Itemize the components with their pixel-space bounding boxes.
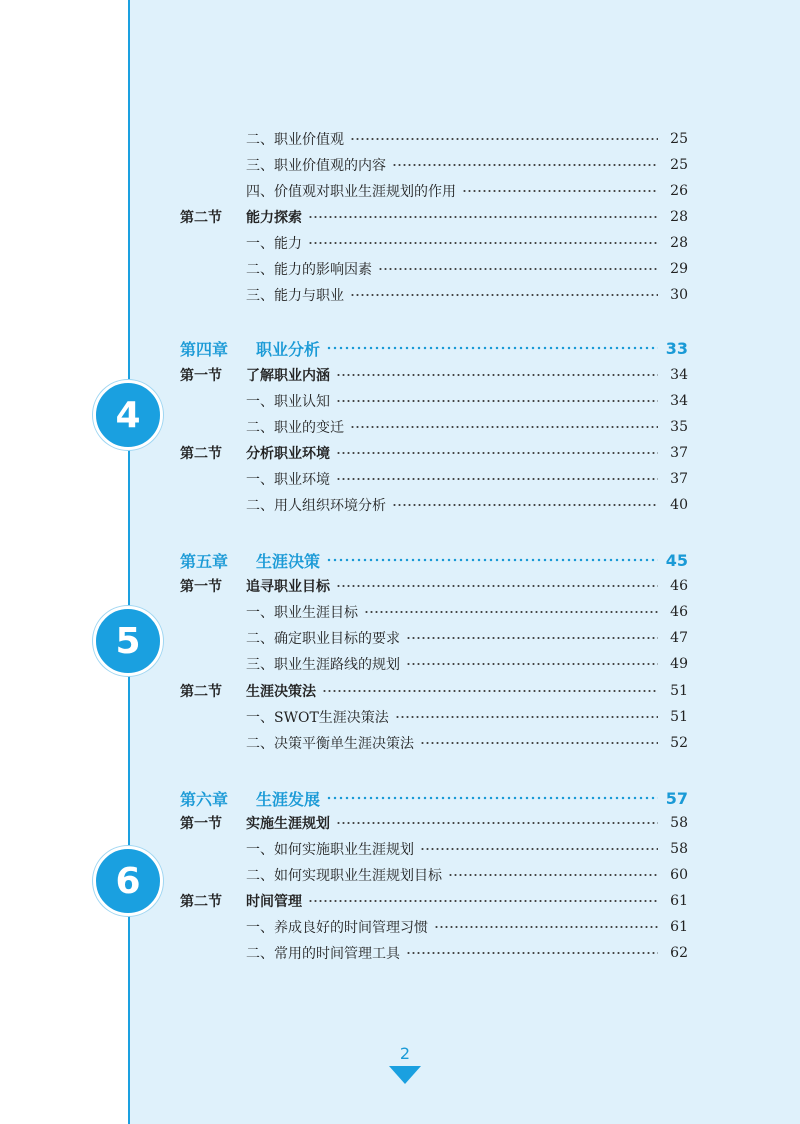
page-ref: 51 xyxy=(670,709,688,725)
subsection-title: 三、职业生涯路线的规划 xyxy=(246,657,400,673)
subsection-title: 三、能力与职业 xyxy=(246,288,344,304)
dot-leader xyxy=(406,946,658,960)
subsection-title: 二、确定职业目标的要求 xyxy=(246,631,400,647)
toc-subsection-entry[interactable] xyxy=(246,282,688,308)
toc-section-entry[interactable] xyxy=(180,810,688,836)
page-ref: 45 xyxy=(665,550,688,570)
dot-leader xyxy=(420,842,658,856)
dot-leader xyxy=(336,394,658,408)
page-ref: 47 xyxy=(670,630,688,646)
dot-leader xyxy=(336,579,658,593)
chapter-number: 第六章 xyxy=(180,789,229,809)
section-title: 时间管理 xyxy=(246,894,302,910)
down-arrow-icon xyxy=(389,1066,421,1084)
toc-subsection-entry[interactable] xyxy=(246,466,688,492)
dot-leader xyxy=(378,262,658,276)
toc-subsection-entry[interactable] xyxy=(246,178,688,204)
dot-leader xyxy=(434,920,658,934)
toc-chapter-entry[interactable] xyxy=(180,783,688,813)
page-ref: 60 xyxy=(670,867,688,883)
dot-leader xyxy=(350,132,658,146)
toc-subsection-entry[interactable] xyxy=(246,651,688,677)
dot-leader xyxy=(308,236,658,250)
page-ref: 58 xyxy=(670,815,688,831)
page-ref: 28 xyxy=(670,235,688,251)
dot-leader xyxy=(308,894,658,908)
subsection-title: 一、职业生涯目标 xyxy=(246,605,358,621)
page-ref: 34 xyxy=(670,393,688,409)
page-ref: 33 xyxy=(665,338,688,358)
toc-subsection-entry[interactable] xyxy=(246,914,688,940)
chapter-title: 生涯发展 xyxy=(256,789,321,809)
page-ref: 40 xyxy=(670,497,688,513)
toc-subsection-entry[interactable] xyxy=(246,230,688,256)
subsection-title: 一、职业环境 xyxy=(246,472,330,488)
section-number: 第二节 xyxy=(180,210,222,226)
section-number: 第一节 xyxy=(180,579,222,595)
toc-subsection-entry[interactable] xyxy=(246,152,688,178)
section-title: 能力探索 xyxy=(246,210,302,226)
subsection-title: 二、职业价值观 xyxy=(246,132,344,148)
page-ref: 61 xyxy=(670,893,688,909)
page-ref: 37 xyxy=(670,445,688,461)
toc-subsection-entry[interactable] xyxy=(246,388,688,414)
page-ref: 46 xyxy=(670,578,688,594)
section-number: 第二节 xyxy=(180,684,222,700)
dot-leader xyxy=(322,684,658,698)
section-title: 实施生涯规划 xyxy=(246,816,330,832)
page-ref: 49 xyxy=(670,656,688,672)
page-ref: 61 xyxy=(670,919,688,935)
toc-chapter-entry[interactable] xyxy=(180,545,688,575)
toc-section-entry[interactable] xyxy=(180,204,688,230)
margin-line xyxy=(128,0,130,1124)
dot-leader xyxy=(336,816,658,830)
section-title: 生涯决策法 xyxy=(246,684,316,700)
toc-subsection-entry[interactable] xyxy=(246,414,688,440)
page-ref: 30 xyxy=(670,287,688,303)
dot-leader xyxy=(392,498,658,512)
section-title: 了解职业内涵 xyxy=(246,368,330,384)
section-title: 分析职业环境 xyxy=(246,446,330,462)
chapter-badge-5: 5 xyxy=(93,606,163,676)
chapter-title: 职业分析 xyxy=(256,339,321,359)
subsection-title: 四、价值观对职业生涯规划的作用 xyxy=(246,184,456,200)
page-ref: 46 xyxy=(670,604,688,620)
page-ref: 29 xyxy=(670,261,688,277)
subsection-title: 一、如何实施职业生涯规划 xyxy=(246,842,414,858)
toc-section-entry[interactable] xyxy=(180,573,688,599)
dot-leader xyxy=(336,368,658,382)
chapter-badge-6: 6 xyxy=(93,846,163,916)
dot-leader xyxy=(462,184,658,198)
dot-leader xyxy=(326,553,658,567)
dot-leader xyxy=(326,341,658,355)
section-number: 第二节 xyxy=(180,446,222,462)
subsection-title: 二、决策平衡单生涯决策法 xyxy=(246,736,414,752)
subsection-title: 一、养成良好的时间管理习惯 xyxy=(246,920,428,936)
toc-section-entry[interactable] xyxy=(180,440,688,466)
dot-leader xyxy=(350,420,658,434)
page-ref: 52 xyxy=(670,735,688,751)
page-number: 2 xyxy=(399,1044,411,1063)
page-ref: 57 xyxy=(665,788,688,808)
dot-leader xyxy=(420,736,658,750)
subsection-title: 二、用人组织环境分析 xyxy=(246,498,386,514)
page-ref: 35 xyxy=(670,419,688,435)
dot-leader xyxy=(350,288,658,302)
toc-subsection-entry[interactable] xyxy=(246,730,688,756)
dot-leader xyxy=(336,472,658,486)
section-number: 第二节 xyxy=(180,894,222,910)
dot-leader xyxy=(406,657,658,671)
toc-subsection-entry[interactable] xyxy=(246,836,688,862)
toc-subsection-entry[interactable] xyxy=(246,492,688,518)
page-ref: 51 xyxy=(670,683,688,699)
dot-leader xyxy=(448,868,658,882)
section-number: 第一节 xyxy=(180,816,222,832)
toc-subsection-entry[interactable] xyxy=(246,625,688,651)
subsection-title: 三、职业价值观的内容 xyxy=(246,158,386,174)
toc-subsection-entry[interactable] xyxy=(246,599,688,625)
page-ref: 26 xyxy=(670,183,688,199)
subsection-title: 一、SWOT生涯决策法 xyxy=(246,710,389,726)
subsection-title: 二、常用的时间管理工具 xyxy=(246,946,400,962)
dot-leader xyxy=(364,605,658,619)
chapter-title: 生涯决策 xyxy=(256,551,321,571)
toc-subsection-entry[interactable] xyxy=(246,862,688,888)
subsection-title: 二、如何实现职业生涯规划目标 xyxy=(246,868,442,884)
toc-subsection-entry[interactable] xyxy=(246,256,688,282)
toc-chapter-entry[interactable] xyxy=(180,333,688,363)
page-ref: 34 xyxy=(670,367,688,383)
chapter-number: 第四章 xyxy=(180,339,229,359)
subsection-title: 一、职业认知 xyxy=(246,394,330,410)
section-number: 第一节 xyxy=(180,368,222,384)
subsection-title: 二、职业的变迁 xyxy=(246,420,344,436)
page-ref: 62 xyxy=(670,945,688,961)
page-ref: 28 xyxy=(670,209,688,225)
subsection-title: 一、能力 xyxy=(246,236,302,252)
chapter-number: 第五章 xyxy=(180,551,229,571)
toc-section-entry[interactable] xyxy=(180,362,688,388)
subsection-title: 二、能力的影响因素 xyxy=(246,262,372,278)
section-title: 追寻职业目标 xyxy=(246,579,330,595)
chapter-badge-4: 4 xyxy=(93,380,163,450)
page-ref: 25 xyxy=(670,157,688,173)
dot-leader xyxy=(308,210,658,224)
page-ref: 25 xyxy=(670,131,688,147)
toc-subsection-entry[interactable] xyxy=(246,940,688,966)
dot-leader xyxy=(395,710,658,724)
dot-leader xyxy=(336,446,658,460)
dot-leader xyxy=(406,631,658,645)
page-ref: 58 xyxy=(670,841,688,857)
dot-leader xyxy=(326,791,658,805)
toc-section-entry[interactable] xyxy=(180,678,688,704)
dot-leader xyxy=(392,158,658,172)
toc-subsection-entry[interactable] xyxy=(246,126,688,152)
page-ref: 37 xyxy=(670,471,688,487)
toc-section-entry[interactable] xyxy=(180,888,688,914)
toc-subsection-entry[interactable] xyxy=(246,704,688,730)
